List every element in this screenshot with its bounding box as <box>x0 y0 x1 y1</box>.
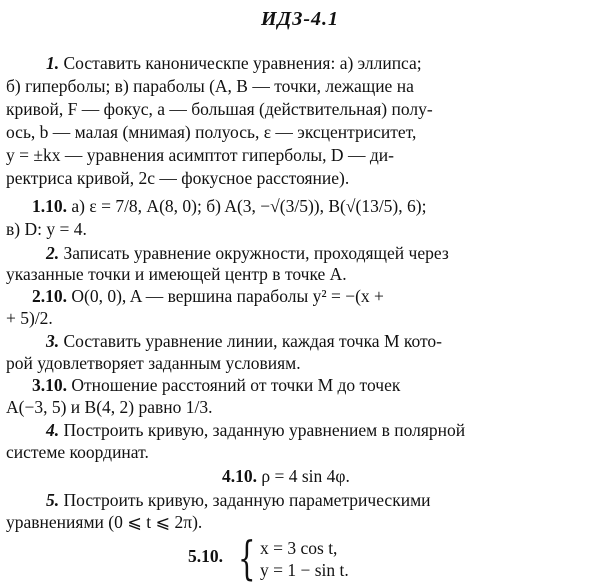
variant-3-10-text-1: Отношение расстояний от точки M до точек <box>71 375 401 395</box>
variant-4-10-number: 4.10. <box>222 466 257 486</box>
task3-line-1 <box>46 331 442 351</box>
variant-2-10-number: 2.10. <box>32 286 67 306</box>
task2-number: 2. <box>46 243 60 263</box>
task5-line-1 <box>46 490 431 510</box>
variant-2-10-line-1 <box>32 286 384 306</box>
task3-number: 3. <box>46 331 60 351</box>
variant-1-10-text-1: а) ε = 7/8, A(8, 0); б) A(3, −√(3/5)), B(√(13/5), 6); <box>71 196 427 216</box>
task3-line-2: рой удовлетворяет заданным условиям. <box>6 353 301 373</box>
variant-1-10-line-2: в) D: y = 4. <box>6 219 87 239</box>
variant-5-10-eq-1: x = 3 cos t, <box>260 538 338 558</box>
task2-text-1: Записать уравнение окружности, проходящей через <box>63 243 449 263</box>
task4-line-2: системе координат. <box>6 442 149 462</box>
variant-2-10-text-1: O(0, 0), A — вершина параболы y² = −(x + <box>71 286 384 306</box>
task3-text-1: Составить уравнение линии, каждая точка M кото- <box>63 331 443 351</box>
task1-line-3: кривой, F — фокус, a — большая (действительная) полу- <box>6 99 433 119</box>
variant-4-10-line <box>222 466 350 486</box>
document-title: ИДЗ-4.1 <box>260 8 340 30</box>
task1-line-4: ось, b — малая (мнимая) полуось, ε — эксцентриситет, <box>6 122 417 142</box>
task5-number: 5. <box>46 490 60 510</box>
variant-5-10-eq-2: y = 1 − sin t. <box>260 560 349 580</box>
variant-4-10-text: ρ = 4 sin 4φ. <box>261 466 350 486</box>
task1-line-1 <box>46 53 422 73</box>
variant-3-10-line-1 <box>32 375 400 395</box>
variant-1-10-number: 1.10. <box>32 196 67 216</box>
task5-text-1: Построить кривую, заданную параметрическими <box>63 490 431 510</box>
variant-3-10-number: 3.10. <box>32 375 67 395</box>
variant-3-10-line-2: A(−3, 5) и B(4, 2) равно 1/3. <box>6 397 213 417</box>
task1-number: 1. <box>46 53 60 73</box>
task1-text-1: Составить каноническпе уравнения: а) эллипса; <box>63 53 422 73</box>
task4-line-1 <box>46 420 465 440</box>
variant-5-10-number: 5.10. <box>188 546 223 566</box>
variant-1-10-line-1 <box>32 196 426 216</box>
task2-line-2: указанные точки и имеющей центр в точке A. <box>6 264 347 284</box>
variant-2-10-line-2: + 5)/2. <box>6 308 53 328</box>
system-brace: { <box>238 531 256 585</box>
task1-line-6: ректриса кривой, 2c — фокусное расстояние). <box>6 168 350 188</box>
task4-text-1: Построить кривую, заданную уравнением в полярной <box>63 420 466 440</box>
task5-line-2: уравнениями (0 ⩽ t ⩽ 2π). <box>6 512 203 532</box>
task1-line-5: y = ±kx — уравнения асимптот гиперболы, D — ди- <box>6 145 394 165</box>
task1-line-2: б) гиперболы; в) параболы (A, B — точки, лежащие на <box>6 76 414 96</box>
task4-number: 4. <box>46 420 60 440</box>
task2-line-1 <box>46 243 449 263</box>
